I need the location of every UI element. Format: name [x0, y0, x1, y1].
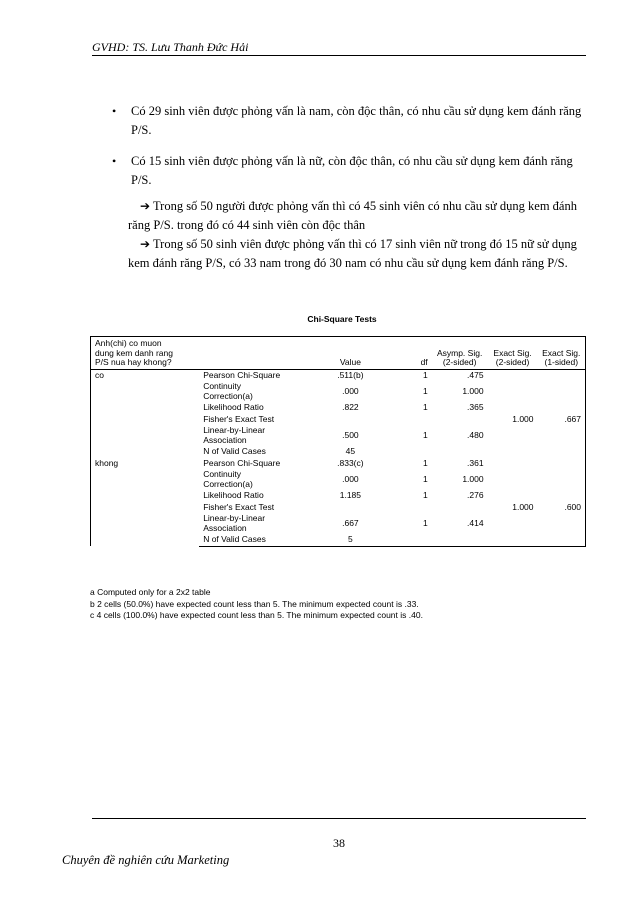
value-cell: .000	[342, 473, 359, 484]
conclusion-text: Trong số 50 người được phỏng vấn thì có 45 sinh viên có nhu cầu sử dụng kem đánh răng P/S. trong đó có 44 sinh viên còn độc thân	[128, 199, 577, 232]
statistic-label	[199, 534, 321, 546]
statistic-label-line: Continuity	[203, 469, 241, 479]
value-cell	[321, 414, 380, 426]
exact-sig-2-cell	[488, 402, 538, 414]
statistic-label	[199, 414, 321, 426]
exact-sig-1-cell	[538, 402, 586, 414]
exact-sig-2-cell	[488, 381, 538, 402]
exact-sig-1-cell: .667	[538, 414, 586, 426]
exact-sig-1-cell	[538, 534, 586, 546]
statistic-label	[199, 469, 321, 490]
table-footnotes	[90, 587, 590, 622]
group-header-line: dung kem danh rang	[95, 347, 173, 358]
exact-sig-1-cell	[538, 469, 586, 490]
asymp-sig-cell	[432, 414, 488, 426]
df-cell: 1	[422, 385, 428, 396]
footnote: c 4 cells (100.0%) have expected count less than 5. The minimum expected count is .40.	[90, 610, 423, 620]
exact-sig-1-cell: .600	[538, 502, 586, 514]
exact-sig-2-cell	[488, 513, 538, 534]
table-row	[91, 369, 586, 381]
statistic-label	[199, 513, 321, 534]
exact-sig-2-cell	[488, 425, 538, 446]
asymp-sig-header	[432, 337, 488, 370]
page-number: 38	[333, 836, 345, 850]
statistic-label	[199, 502, 321, 514]
page-header-title: GVHD: TS. Lưu Thanh Đức Hải	[92, 40, 249, 54]
statistic-label-line: Likelihood Ratio	[203, 402, 264, 412]
exact-sig-2-cell	[488, 458, 538, 470]
page-footer-title: Chuyên đề nghiên cứu Marketing	[62, 853, 230, 867]
bullet-dot-icon: •	[112, 104, 117, 118]
header-line: (2-sided)	[442, 357, 477, 367]
df-cell	[380, 414, 432, 426]
exact-sig-2-cell	[488, 490, 538, 502]
df-cell: 1	[422, 429, 428, 440]
group-label: khong	[91, 458, 200, 547]
asymp-sig-cell: .276	[467, 490, 484, 500]
df-cell	[380, 446, 432, 458]
exact-sig-1-cell	[538, 490, 586, 502]
statistic-label	[199, 425, 321, 446]
exact-sig-2-header	[488, 337, 538, 370]
conclusion-paragraph	[128, 235, 586, 273]
exact-sig-1-header	[538, 337, 586, 370]
footnote: a Computed only for a 2x2 table	[90, 587, 211, 597]
asymp-sig-cell: .365	[467, 402, 484, 412]
value-cell: .667	[342, 517, 359, 528]
df-cell: 1	[422, 517, 428, 528]
statistic-label-line: N of Valid Cases	[203, 534, 266, 544]
exact-sig-2-cell: 1.000	[512, 501, 534, 512]
value-cell: .000	[342, 385, 359, 396]
value-cell: .511(b)	[337, 369, 364, 380]
group-header-cell	[91, 337, 321, 370]
asymp-sig-cell: 1.000	[462, 473, 484, 484]
value-header: Value	[321, 337, 380, 370]
value-cell	[321, 502, 380, 514]
arrow-right-icon: ➔	[140, 199, 151, 213]
statistic-label	[199, 490, 321, 502]
statistic-label-line: Fisher's Exact Test	[203, 413, 275, 424]
exact-sig-2-cell	[488, 469, 538, 490]
statistic-label	[199, 369, 321, 381]
header-divider	[92, 55, 586, 56]
group-label: co	[91, 369, 200, 458]
header-line: Exact Sig.	[542, 347, 581, 358]
value-cell: .822	[342, 402, 359, 412]
df-header: df	[380, 337, 432, 370]
df-cell: 1	[422, 402, 428, 412]
header-line: (2-sided)	[495, 357, 530, 367]
value-cell: .500	[342, 429, 359, 440]
statistic-label-line: Fisher's Exact Test	[203, 501, 275, 512]
chi-square-table	[90, 336, 586, 547]
value-cell: .833(c)	[337, 457, 364, 468]
statistic-label	[199, 381, 321, 402]
footnote: b 2 cells (50.0%) have expected count less than 5. The minimum expected count is .33.	[90, 598, 419, 609]
asymp-sig-cell: .414	[467, 517, 484, 528]
exact-sig-2-cell	[488, 369, 538, 381]
df-cell: 1	[422, 490, 428, 500]
bullet-item	[112, 152, 582, 190]
asymp-sig-cell: 1.000	[462, 385, 484, 396]
table-row	[91, 458, 586, 470]
df-cell	[380, 502, 432, 514]
statistic-label	[199, 402, 321, 414]
header-line: Exact Sig.	[493, 347, 532, 358]
statistic-label-line: Likelihood Ratio	[203, 490, 264, 500]
statistic-label-line: Linear-by-Linear	[203, 513, 266, 523]
statistic-label-line: Association	[203, 434, 247, 445]
asymp-sig-cell: .480	[467, 429, 484, 440]
conclusion-block	[128, 197, 586, 273]
statistic-label-line: Association	[203, 522, 247, 533]
exact-sig-2-cell	[488, 534, 538, 546]
asymp-sig-cell: .361	[467, 457, 484, 468]
bullet-list	[112, 102, 582, 202]
asymp-sig-cell	[432, 502, 488, 514]
asymp-sig-cell	[432, 446, 488, 458]
exact-sig-1-cell	[538, 369, 586, 381]
table-title: Chi-Square Tests	[307, 314, 377, 324]
group-header-line: Anh(chi) co muon	[95, 338, 162, 348]
conclusion-text: Trong số 50 sinh viên được phỏng vấn thì có 17 sinh viên nữ trong đó 15 nữ sử dụng kem đánh răng P/S, có 33 nam trong đó 30 nam có nhu cầu sử dụng kem đánh răng P/S.	[128, 237, 577, 270]
df-cell: 1	[422, 473, 428, 484]
statistic-label	[199, 458, 321, 470]
statistic-label-line: Pearson Chi-Square	[203, 369, 281, 380]
value-cell: 5	[321, 534, 380, 546]
exact-sig-2-cell: 1.000	[512, 413, 534, 424]
df-cell: 1	[422, 369, 428, 380]
conclusion-paragraph	[128, 197, 586, 235]
statistic-label-line: Correction(a)	[203, 390, 253, 401]
df-cell: 1	[422, 457, 428, 468]
asymp-sig-cell	[432, 534, 488, 546]
bullet-dot-icon: •	[112, 154, 117, 168]
exact-sig-1-cell	[538, 381, 586, 402]
statistic-label-line: Linear-by-Linear	[203, 425, 266, 435]
df-cell	[380, 534, 432, 546]
exact-sig-1-cell	[538, 425, 586, 446]
arrow-right-icon: ➔	[140, 237, 151, 251]
exact-sig-1-cell	[538, 513, 586, 534]
footer-divider	[92, 818, 586, 819]
statistic-label-line: Pearson Chi-Square	[203, 457, 281, 468]
statistic-label-line: Correction(a)	[203, 478, 253, 489]
value-cell: 45	[345, 446, 356, 456]
table-header-row	[91, 337, 586, 370]
bullet-item	[112, 102, 582, 140]
statistic-label-line: N of Valid Cases	[203, 446, 266, 456]
asymp-sig-cell: .475	[467, 369, 484, 380]
exact-sig-1-cell	[538, 446, 586, 458]
header-line: Asymp. Sig.	[436, 347, 483, 358]
statistic-label	[199, 446, 321, 458]
group-header-line: P/S nua hay khong?	[95, 357, 172, 367]
exact-sig-1-cell	[538, 458, 586, 470]
bullet-text: Có 15 sinh viên được phỏng vấn là nữ, còn độc thân, có nhu cầu sử dụng kem đánh răng P/S.	[131, 154, 573, 187]
exact-sig-2-cell	[488, 446, 538, 458]
bullet-text: Có 29 sinh viên được phỏng vấn là nam, còn độc thân, có nhu cầu sử dụng kem đánh răng P/S.	[131, 104, 582, 137]
value-cell: 1.185	[339, 490, 362, 500]
statistic-label-line: Continuity	[203, 381, 241, 391]
header-line: (1-sided)	[544, 357, 579, 367]
